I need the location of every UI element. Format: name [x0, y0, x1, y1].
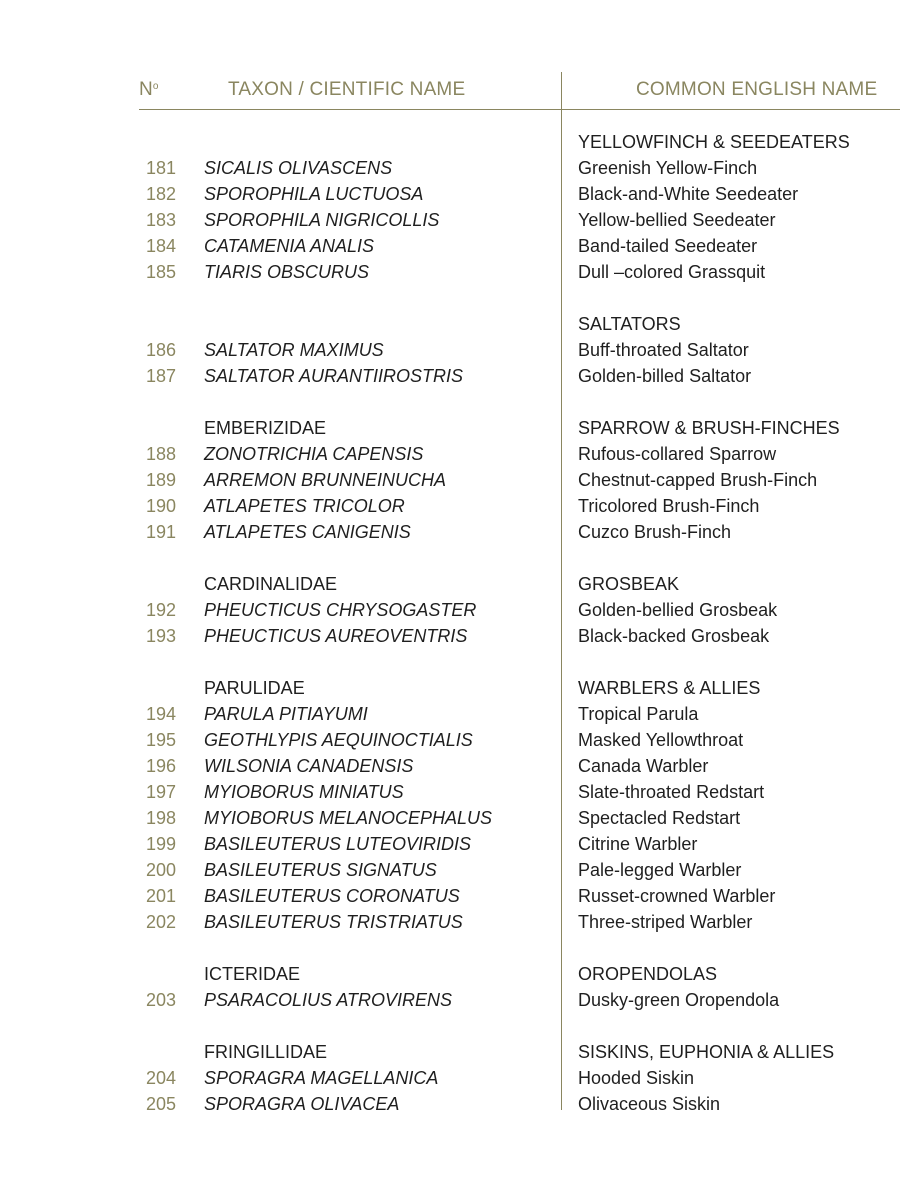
scientific-name: MYIOBORUS MINIATUS	[204, 782, 404, 802]
scientific-name: SPORAGRA OLIVACEA	[204, 1094, 400, 1114]
species-number: 193	[146, 626, 177, 646]
group-heading-row	[0, 389, 900, 415]
scientific-name: PHEUCTICUS CHRYSOGASTER	[204, 600, 477, 620]
species-number: 186	[146, 340, 177, 360]
scientific-name: PSARACOLIUS ATROVIRENS	[204, 990, 453, 1010]
group-common-name: WARBLERS & ALLIES	[578, 678, 761, 698]
scientific-name: PARULA PITIAYUMI	[204, 704, 368, 724]
group-common-name: SPARROW & BRUSH-FINCHES	[578, 418, 840, 438]
species-row	[0, 883, 900, 909]
species-row	[0, 1091, 900, 1117]
group-heading-row	[0, 961, 900, 987]
species-row	[0, 779, 900, 805]
group-common-name: SALTATORS	[578, 314, 681, 334]
species-row	[0, 805, 900, 831]
common-name: Masked Yellowthroat	[578, 730, 744, 750]
group-heading-row	[0, 1013, 900, 1039]
scientific-name: PHEUCTICUS AUREOVENTRIS	[204, 626, 468, 646]
species-number: 189	[146, 470, 177, 490]
species-number: 204	[146, 1068, 177, 1088]
species-row	[0, 727, 900, 753]
scientific-name: BASILEUTERUS LUTEOVIRIDIS	[204, 834, 472, 854]
number-header-label: N	[139, 79, 153, 100]
species-row	[0, 181, 900, 207]
species-number: 181	[146, 158, 177, 178]
group-heading-row	[0, 545, 900, 571]
common-name: Citrine Warbler	[578, 834, 698, 854]
common-name: Tricolored Brush-Finch	[578, 496, 760, 516]
species-number: 199	[146, 834, 177, 854]
common-name: Hooded Siskin	[578, 1068, 695, 1088]
species-number: 187	[146, 366, 177, 386]
scientific-name: ARREMON BRUNNEINUCHA	[204, 470, 447, 490]
common-name: Three-striped Warbler	[578, 912, 753, 932]
species-number: 185	[146, 262, 177, 282]
scientific-name: MYIOBORUS MELANOCEPHALUS	[204, 808, 493, 828]
common-name: Olivaceous Siskin	[578, 1094, 721, 1114]
table-header	[0, 79, 900, 105]
scientific-name: BASILEUTERUS TRISTRIATUS	[204, 912, 463, 932]
common-name: Rufous-collared Sparrow	[578, 444, 777, 464]
species-number: 192	[146, 600, 177, 620]
common-name: Chestnut-capped Brush-Finch	[578, 470, 818, 490]
species-number: 195	[146, 730, 177, 750]
species-number: 203	[146, 990, 177, 1010]
scientific-name: SPOROPHILA LUCTUOSA	[204, 184, 424, 204]
common-name: Band-tailed Seedeater	[578, 236, 758, 256]
species-row	[0, 493, 900, 519]
species-row	[0, 1065, 900, 1091]
family-name: EMBERIZIDAE	[204, 418, 327, 438]
species-row	[0, 441, 900, 467]
species-row	[0, 337, 900, 363]
scientific-name: SICALIS OLIVASCENS	[204, 158, 393, 178]
group-heading-row	[0, 415, 900, 441]
species-row	[0, 597, 900, 623]
species-row	[0, 701, 900, 727]
species-number: 182	[146, 184, 177, 204]
species-number: 198	[146, 808, 177, 828]
species-number: 188	[146, 444, 177, 464]
scientific-name: BASILEUTERUS SIGNATUS	[204, 860, 437, 880]
scientific-name-column-header: TAXON / CIENTIFIC NAME	[228, 79, 466, 100]
species-number: 197	[146, 782, 177, 802]
common-name: Dusky-green Oropendola	[578, 990, 780, 1010]
common-name: Canada Warbler	[578, 756, 709, 776]
scientific-name: SALTATOR MAXIMUS	[204, 340, 384, 360]
scientific-name: WILSONIA CANADENSIS	[204, 756, 414, 776]
species-row	[0, 519, 900, 545]
group-heading-row	[0, 571, 900, 597]
species-number: 194	[146, 704, 177, 724]
family-name: CARDINALIDAE	[204, 574, 338, 594]
family-name: FRINGILLIDAE	[204, 1042, 328, 1062]
species-row	[0, 207, 900, 233]
group-heading-row	[0, 311, 900, 337]
species-number: 201	[146, 886, 177, 906]
common-name: Greenish Yellow-Finch	[578, 158, 758, 178]
number-column-header	[139, 79, 159, 101]
species-row	[0, 233, 900, 259]
common-name-column-header: COMMON ENGLISH NAME	[636, 79, 878, 100]
species-row	[0, 753, 900, 779]
scientific-name: SPOROPHILA NIGRICOLLIS	[204, 210, 440, 230]
group-heading-row	[0, 649, 900, 675]
common-name: Tropical Parula	[578, 704, 699, 724]
scientific-name: CATAMENIA ANALIS	[204, 236, 375, 256]
group-heading-row	[0, 285, 900, 311]
common-name: Golden-billed Saltator	[578, 366, 752, 386]
species-number: 184	[146, 236, 177, 256]
species-row	[0, 857, 900, 883]
species-row	[0, 909, 900, 935]
scientific-name: ATLAPETES CANIGENIS	[204, 522, 411, 542]
scientific-name: BASILEUTERUS CORONATUS	[204, 886, 460, 906]
species-row	[0, 155, 900, 181]
species-number: 183	[146, 210, 177, 230]
common-name: Russet-crowned Warbler	[578, 886, 776, 906]
species-number: 205	[146, 1094, 177, 1114]
common-name: Black-and-White Seedeater	[578, 184, 799, 204]
species-row	[0, 259, 900, 285]
scientific-name: TIARIS OBSCURUS	[204, 262, 370, 282]
scientific-name: GEOTHLYPIS AEQUINOCTIALIS	[204, 730, 473, 750]
group-common-name: OROPENDOLAS	[578, 964, 718, 984]
group-heading-row	[0, 1039, 900, 1065]
common-name: Cuzco Brush-Finch	[578, 522, 732, 542]
species-number: 202	[146, 912, 177, 932]
common-name: Buff-throated Saltator	[578, 340, 749, 360]
species-row	[0, 467, 900, 493]
species-number: 190	[146, 496, 177, 516]
common-name: Spectacled Redstart	[578, 808, 741, 828]
scientific-name: SPORAGRA MAGELLANICA	[204, 1068, 439, 1088]
species-number: 200	[146, 860, 177, 880]
group-common-name: YELLOWFINCH & SEEDEATERS	[578, 132, 850, 152]
group-common-name: GROSBEAK	[578, 574, 680, 594]
species-row	[0, 987, 900, 1013]
group-heading-row	[0, 129, 900, 155]
common-name: Dull –colored Grassquit	[578, 262, 766, 282]
species-number: 196	[146, 756, 177, 776]
common-name: Slate-throated Redstart	[578, 782, 765, 802]
common-name: Golden-bellied Grosbeak	[578, 600, 778, 620]
header-divider	[139, 109, 900, 110]
group-common-name: SISKINS, EUPHONIA & ALLIES	[578, 1042, 835, 1062]
scientific-name: SALTATOR AURANTIIROSTRIS	[204, 366, 464, 386]
common-name: Black-backed Grosbeak	[578, 626, 770, 646]
family-name: PARULIDAE	[204, 678, 305, 698]
number-header-superscript: o	[152, 81, 159, 92]
group-heading-row	[0, 675, 900, 701]
species-row	[0, 623, 900, 649]
common-name: Yellow-bellied Seedeater	[578, 210, 776, 230]
species-table	[0, 129, 900, 1117]
species-row	[0, 363, 900, 389]
scientific-name: ATLAPETES TRICOLOR	[204, 496, 405, 516]
species-row	[0, 831, 900, 857]
family-name: ICTERIDAE	[204, 964, 301, 984]
species-number: 191	[146, 522, 177, 542]
group-heading-row	[0, 935, 900, 961]
scientific-name: ZONOTRICHIA CAPENSIS	[204, 444, 424, 464]
common-name: Pale-legged Warbler	[578, 860, 742, 880]
